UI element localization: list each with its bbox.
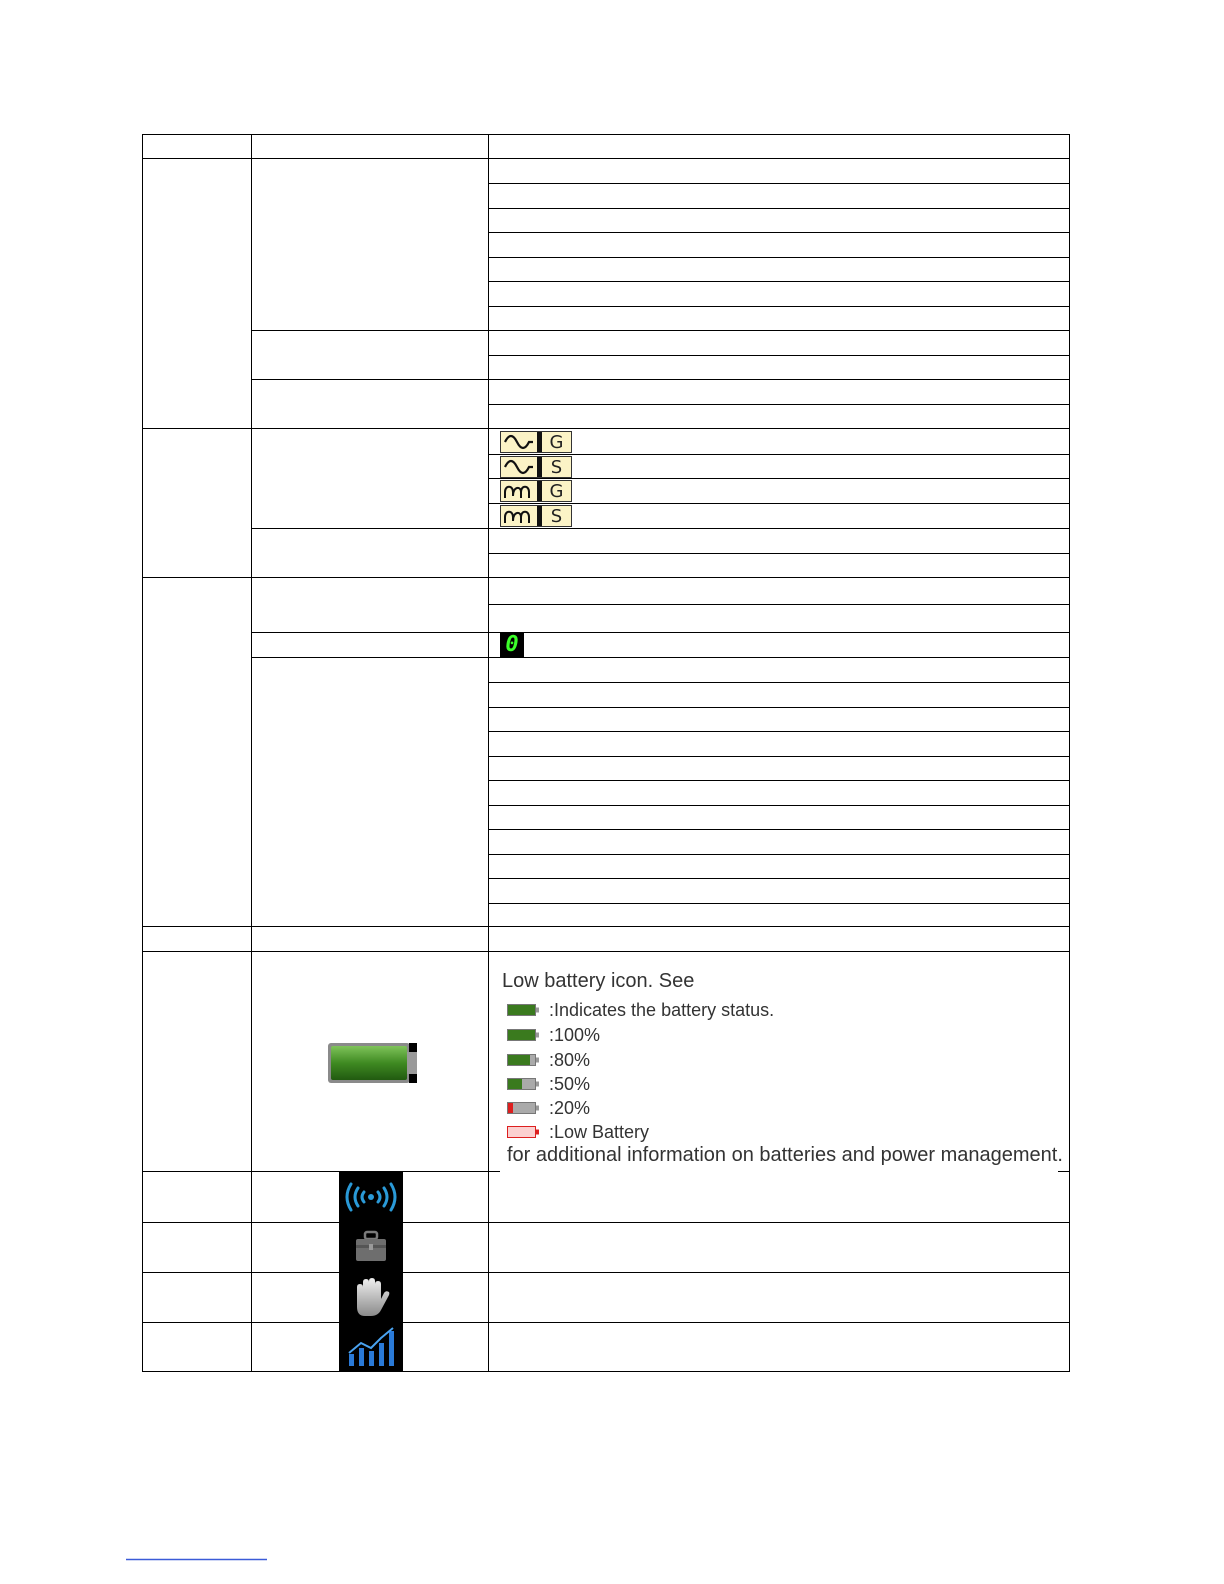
- battery-legend-label: :50%: [549, 1073, 591, 1094]
- sine-generator-icon: [500, 431, 572, 453]
- battery-legend-label: :Low Battery: [549, 1121, 650, 1142]
- wave-icon-letter: S: [550, 505, 563, 527]
- battery-20-icon: [507, 1101, 539, 1115]
- battery-status-icon: [507, 1003, 539, 1017]
- battery-legend-row: [507, 1024, 600, 1046]
- hand-icon: [339, 1273, 403, 1322]
- battery-low-icon: [507, 1125, 539, 1139]
- battery-intro-text: Low battery icon. See: [502, 970, 695, 992]
- battery-full-icon: [328, 1043, 417, 1083]
- battery-legend-label: :20%: [549, 1097, 591, 1118]
- wireless-signal-icon: [339, 1172, 403, 1222]
- wave-icon-letter: G: [549, 431, 564, 453]
- battery-legend-row: [507, 1121, 649, 1143]
- pulse-generator-icon: [500, 480, 572, 502]
- battery-legend-row: [507, 1073, 590, 1095]
- battery-50-icon: [507, 1077, 539, 1091]
- pulse-sensor-icon: [500, 505, 572, 527]
- battery-legend-row: [507, 999, 774, 1021]
- battery-100-icon: [507, 1028, 539, 1042]
- battery-legend-row: [507, 1049, 590, 1071]
- briefcase-icon: [339, 1223, 403, 1272]
- battery-legend-label: :80%: [549, 1049, 591, 1070]
- battery-80-icon: [507, 1053, 539, 1067]
- sine-sensor-icon: [500, 456, 572, 478]
- signal-strength-icon: [339, 1323, 403, 1372]
- battery-legend-label: :Indicates the battery status.: [549, 999, 775, 1020]
- zero-indicator-icon: 0: [500, 633, 524, 657]
- wave-icon-letter: G: [549, 480, 564, 502]
- battery-legend-label: :100%: [549, 1024, 601, 1045]
- wave-icon-letter: S: [550, 456, 563, 478]
- battery-outro-text: for additional information on batteries and power management.: [507, 1144, 1063, 1166]
- battery-legend-row: [507, 1097, 590, 1119]
